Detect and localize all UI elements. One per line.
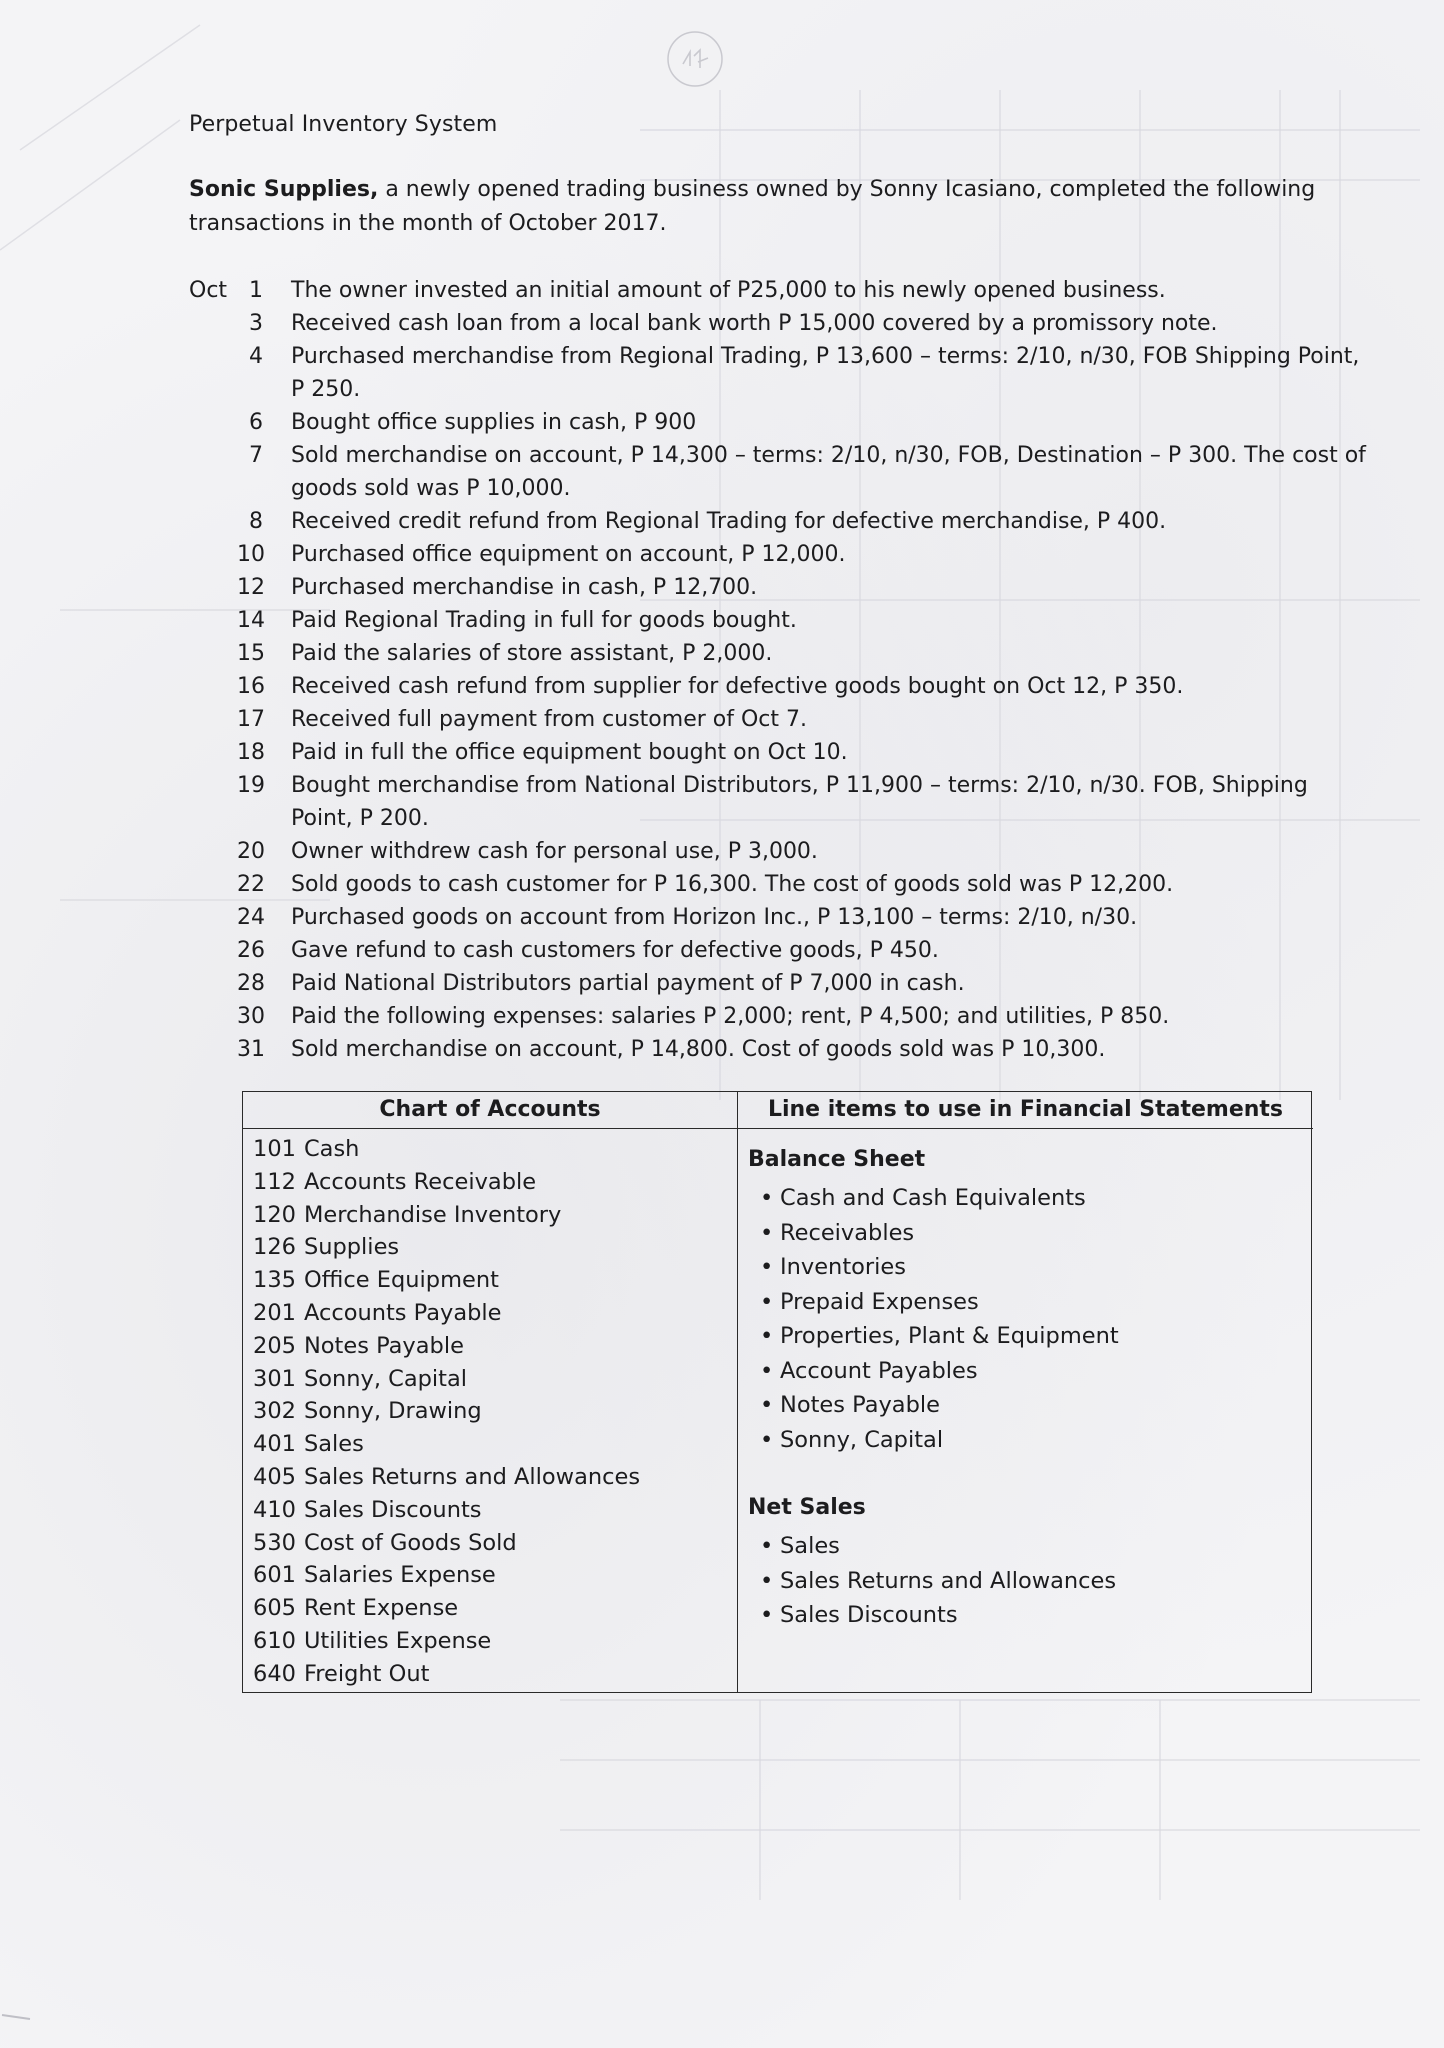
account-item bbox=[253, 1658, 737, 1691]
account-name: Freight Out bbox=[303, 1660, 430, 1687]
chart-of-accounts-header: Chart of Accounts bbox=[243, 1092, 737, 1129]
company-name: Sonic Supplies, bbox=[189, 177, 379, 202]
account-name: Sales bbox=[303, 1431, 364, 1458]
transaction-row bbox=[189, 1033, 1369, 1066]
account-code: 605 bbox=[253, 1595, 296, 1622]
transaction-description: Paid the salaries of store assistant, P 2,000. bbox=[291, 641, 773, 666]
transaction-day: 8 bbox=[249, 509, 263, 534]
account-code: 101 bbox=[253, 1136, 296, 1162]
transaction-description: Purchased office equipment on account, P 12,000. bbox=[291, 542, 846, 567]
transaction-row bbox=[189, 967, 1369, 1000]
transaction-description: Owner withdrew cash for personal use, P 3,000. bbox=[291, 839, 818, 864]
line-item: • Sales Returns and Allowances bbox=[760, 1564, 1313, 1599]
line-item: • Inventories bbox=[760, 1250, 1313, 1285]
account-name: Office Equipment bbox=[303, 1267, 499, 1294]
account-code: 135 bbox=[253, 1267, 296, 1294]
account-name: Salaries Expense bbox=[303, 1562, 496, 1589]
transaction-day: 15 bbox=[237, 641, 265, 666]
transaction-month bbox=[189, 1000, 237, 1033]
transaction-day: 26 bbox=[237, 938, 265, 963]
account-code: 205 bbox=[253, 1332, 296, 1359]
transaction-row bbox=[189, 736, 1369, 769]
transaction-row bbox=[189, 571, 1369, 604]
account-item bbox=[253, 1494, 737, 1527]
transaction-description: The owner invested an initial amount of P25,000 to his newly opened business. bbox=[291, 278, 1166, 303]
account-code: 302 bbox=[253, 1398, 296, 1425]
transaction-description: Paid the following expenses: salaries P 2,000; rent, P 4,500; and utilities, P 850. bbox=[291, 1004, 1170, 1029]
account-code: 401 bbox=[253, 1431, 296, 1458]
transaction-description: Received credit refund from Regional Trading for defective merchandise, P 400. bbox=[291, 509, 1167, 534]
accounts-table bbox=[242, 1091, 1312, 1693]
transaction-row bbox=[189, 505, 1369, 538]
line-item: • Sonny, Capital bbox=[760, 1423, 1313, 1458]
account-item bbox=[253, 1166, 737, 1199]
transaction-day: 10 bbox=[237, 542, 265, 567]
line-items-column bbox=[738, 1092, 1313, 1692]
transaction-day: 20 bbox=[237, 839, 265, 864]
account-item bbox=[253, 1395, 737, 1428]
transaction-row bbox=[189, 538, 1369, 571]
transaction-day: 16 bbox=[237, 674, 265, 699]
transaction-month bbox=[189, 406, 237, 439]
transaction-row bbox=[189, 406, 1369, 439]
net-sales-items bbox=[748, 1529, 1313, 1633]
account-item bbox=[253, 1428, 737, 1461]
account-item bbox=[253, 1330, 737, 1363]
account-code: 610 bbox=[253, 1627, 296, 1654]
transaction-row bbox=[189, 868, 1369, 901]
transaction-row bbox=[189, 274, 1369, 307]
account-name: Cost of Goods Sold bbox=[303, 1529, 517, 1556]
line-item: • Sales bbox=[760, 1529, 1313, 1564]
account-item bbox=[253, 1297, 737, 1330]
transaction-month bbox=[189, 868, 237, 901]
transaction-month bbox=[189, 901, 237, 934]
account-code: 120 bbox=[253, 1201, 296, 1228]
line-item: • Receivables bbox=[760, 1216, 1313, 1251]
balance-sheet-title: Balance Sheet bbox=[748, 1147, 926, 1172]
account-code: 201 bbox=[253, 1299, 296, 1326]
account-name: Accounts Payable bbox=[303, 1299, 502, 1326]
transaction-day: 19 bbox=[237, 773, 265, 798]
transaction-month bbox=[189, 967, 237, 1000]
transaction-row bbox=[189, 340, 1369, 406]
transaction-day: 4 bbox=[249, 344, 263, 369]
account-code: 301 bbox=[253, 1365, 296, 1392]
intro-paragraph bbox=[189, 173, 1339, 241]
transaction-day: 30 bbox=[237, 1004, 265, 1029]
account-code: 405 bbox=[253, 1463, 296, 1490]
intro-text: a newly opened trading business owned by Sonny Icasiano, completed the following transactions in the month of October 2017. bbox=[189, 177, 1316, 236]
transaction-day: 14 bbox=[237, 608, 265, 633]
transaction-description: Sold merchandise on account, P 14,800. Cost of goods sold was P 10,300. bbox=[291, 1037, 1106, 1062]
transaction-description: Received cash loan from a local bank worth P 15,000 covered by a promissory note. bbox=[291, 311, 1218, 336]
transaction-month bbox=[189, 604, 237, 637]
transaction-row bbox=[189, 769, 1369, 835]
account-name: Sales Discounts bbox=[303, 1496, 482, 1523]
transaction-description: Sold goods to cash customer for P 16,300. The cost of goods sold was P 12,200. bbox=[291, 872, 1174, 897]
account-item bbox=[253, 1264, 737, 1297]
transaction-description: Purchased merchandise in cash, P 12,700. bbox=[291, 575, 758, 600]
account-item bbox=[253, 1527, 737, 1560]
transaction-description: Sold merchandise on account, P 14,300 – terms: 2/10, n/30, FOB, Destination – P 300. The cost of goods sold was P 10,000. bbox=[291, 443, 1366, 501]
transaction-month bbox=[189, 538, 237, 571]
transaction-row bbox=[189, 835, 1369, 868]
transaction-description: Received full payment from customer of Oct 7. bbox=[291, 707, 807, 732]
transaction-description: Bought merchandise from National Distributors, P 11,900 – terms: 2/10, n/30. FOB, Shipping Point, P 200. bbox=[291, 773, 1308, 831]
account-code: 530 bbox=[253, 1529, 296, 1556]
account-name: Notes Payable bbox=[303, 1332, 464, 1359]
transaction-description: Gave refund to cash customers for defective goods, P 450. bbox=[291, 938, 939, 963]
account-code: 112 bbox=[253, 1168, 296, 1195]
transaction-month bbox=[189, 1033, 237, 1066]
transaction-day: 31 bbox=[237, 1037, 265, 1062]
account-name: Cash bbox=[303, 1136, 360, 1162]
account-item bbox=[253, 1625, 737, 1658]
account-item bbox=[253, 1461, 737, 1494]
transaction-row bbox=[189, 604, 1369, 637]
account-item bbox=[253, 1592, 737, 1625]
transaction-month bbox=[189, 637, 237, 670]
handwritten-stamp bbox=[664, 28, 726, 90]
transaction-description: Paid Regional Trading in full for goods bought. bbox=[291, 608, 797, 633]
page-label: Perpetual Inventory System bbox=[189, 112, 498, 137]
transaction-row bbox=[189, 637, 1369, 670]
account-code: 601 bbox=[253, 1562, 296, 1589]
transaction-month bbox=[189, 736, 237, 769]
transaction-day: 1 bbox=[249, 278, 263, 303]
line-item: • Properties, Plant & Equipment bbox=[760, 1319, 1313, 1354]
transaction-month: Oct bbox=[189, 278, 228, 303]
line-items-header: Line items to use in Financial Statements bbox=[738, 1092, 1313, 1129]
transaction-description: Purchased merchandise from Regional Trading, P 13,600 – terms: 2/10, n/30, FOB Shipping Point, P 250. bbox=[291, 344, 1360, 402]
transaction-description: Bought office supplies in cash, P 900 bbox=[291, 410, 697, 435]
account-name: Supplies bbox=[303, 1234, 400, 1261]
transaction-month bbox=[189, 703, 237, 736]
transaction-month bbox=[189, 934, 237, 967]
account-code: 640 bbox=[253, 1660, 296, 1687]
transaction-month bbox=[189, 505, 237, 538]
transaction-month bbox=[189, 571, 237, 604]
line-item: • Cash and Cash Equivalents bbox=[760, 1181, 1313, 1216]
transaction-row bbox=[189, 934, 1369, 967]
transaction-month bbox=[189, 340, 237, 406]
transaction-day: 6 bbox=[249, 410, 263, 435]
net-sales-title: Net Sales bbox=[748, 1495, 866, 1520]
transaction-month bbox=[189, 439, 237, 505]
account-name: Utilities Expense bbox=[303, 1627, 492, 1654]
account-code: 410 bbox=[253, 1496, 296, 1523]
transaction-day: 7 bbox=[249, 443, 263, 468]
account-item bbox=[253, 1231, 737, 1264]
transaction-row bbox=[189, 901, 1369, 934]
line-item: • Prepaid Expenses bbox=[760, 1285, 1313, 1320]
line-item: • Account Payables bbox=[760, 1354, 1313, 1389]
transaction-row bbox=[189, 1000, 1369, 1033]
account-code: 126 bbox=[253, 1234, 296, 1261]
transaction-row bbox=[189, 439, 1369, 505]
account-name: Accounts Receivable bbox=[303, 1168, 537, 1195]
transaction-row bbox=[189, 703, 1369, 736]
account-list bbox=[243, 1129, 737, 1691]
account-item bbox=[253, 1559, 737, 1592]
transaction-description: Paid in full the office equipment bought on Oct 10. bbox=[291, 740, 848, 765]
net-sales-section bbox=[738, 1491, 1313, 1633]
account-item bbox=[253, 1199, 737, 1232]
account-name: Sonny, Capital bbox=[303, 1365, 468, 1392]
transaction-day: 17 bbox=[237, 707, 265, 732]
transaction-day: 24 bbox=[237, 905, 265, 930]
transaction-day: 12 bbox=[237, 575, 265, 600]
line-item: • Notes Payable bbox=[760, 1388, 1313, 1423]
account-name: Sonny, Drawing bbox=[303, 1398, 482, 1425]
account-name: Merchandise Inventory bbox=[303, 1201, 562, 1228]
transaction-day: 18 bbox=[237, 740, 265, 765]
transaction-description: Paid National Distributors partial payment of P 7,000 in cash. bbox=[291, 971, 965, 996]
account-item bbox=[253, 1133, 737, 1166]
line-item: • Sales Discounts bbox=[760, 1598, 1313, 1633]
transaction-list bbox=[189, 274, 1369, 1066]
transaction-description: Received cash refund from supplier for defective goods bought on Oct 12, P 350. bbox=[291, 674, 1184, 699]
account-name: Sales Returns and Allowances bbox=[303, 1463, 641, 1490]
balance-sheet-section bbox=[738, 1143, 1313, 1457]
transaction-month bbox=[189, 307, 237, 340]
balance-sheet-items bbox=[748, 1181, 1313, 1457]
account-item bbox=[253, 1363, 737, 1396]
transaction-description: Purchased goods on account from Horizon Inc., P 13,100 – terms: 2/10, n/30. bbox=[291, 905, 1138, 930]
transaction-month bbox=[189, 769, 237, 835]
edge-scuff-mark bbox=[0, 2005, 40, 2035]
account-name: Rent Expense bbox=[303, 1595, 459, 1622]
transaction-row bbox=[189, 670, 1369, 703]
transaction-day: 3 bbox=[249, 311, 263, 336]
transaction-month bbox=[189, 835, 237, 868]
transaction-row bbox=[189, 307, 1369, 340]
transaction-day: 22 bbox=[237, 872, 265, 897]
transaction-day: 28 bbox=[237, 971, 265, 996]
chart-of-accounts-column bbox=[243, 1092, 738, 1692]
transaction-month bbox=[189, 670, 237, 703]
